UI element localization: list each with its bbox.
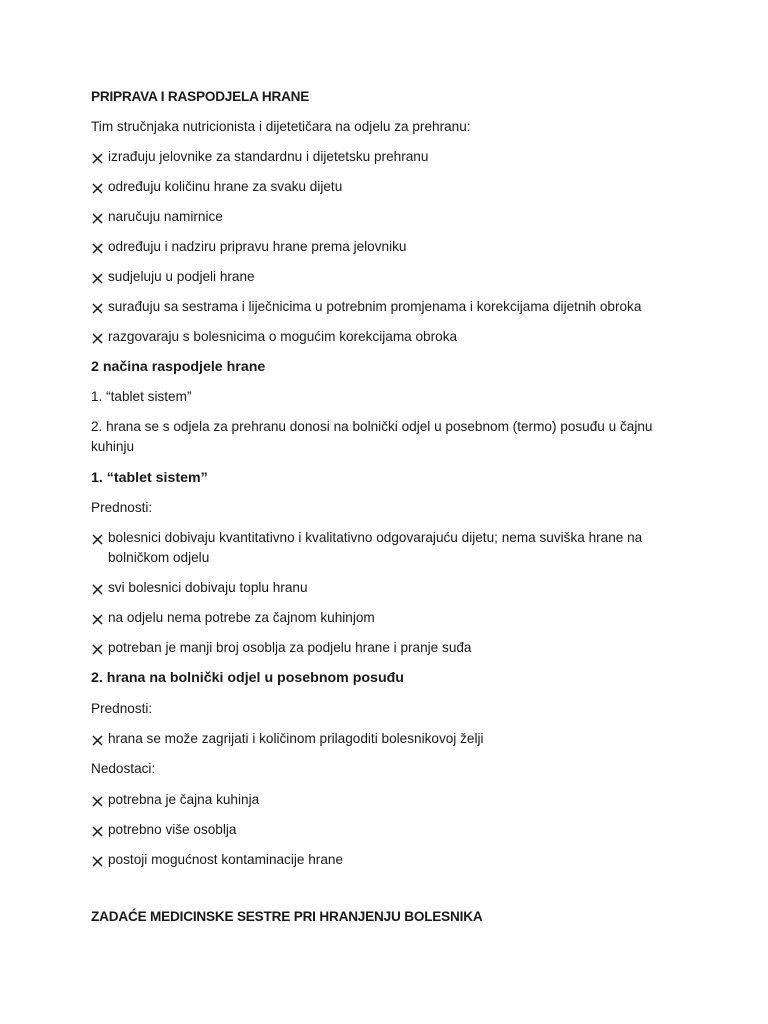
list-item-text: sudjeluju u podjeli hrane xyxy=(108,269,255,284)
list-item xyxy=(91,528,691,568)
tablet-heading: 1. “tablet sistem” xyxy=(91,470,208,486)
x-mark-icon xyxy=(91,638,104,658)
list-item-text: hrana se može zagrijati i količinom prilagoditi bolesnikovoj želji xyxy=(108,731,484,746)
list-item-text: bolesnici dobivaju kvantitativno i kvalitativno odgovarajuću dijetu; nema suviška hrane na bolničkom odjelu xyxy=(108,530,643,565)
list-item-text: određuju količinu hrane za svaku dijetu xyxy=(108,179,343,194)
dish-heading: 2. hrana na bolnički odjel u posebnom posuđu xyxy=(91,670,404,686)
document-title: PRIPRAVA I RASPODJELA HRANE xyxy=(91,89,310,104)
list-item xyxy=(91,327,457,347)
list-item-text: svi bolesnici dobivaju toplu hranu xyxy=(108,580,308,595)
list-item xyxy=(91,729,484,749)
dish-disadvantages-label: Nedostaci: xyxy=(91,761,156,776)
list-item xyxy=(91,820,236,840)
dish-advantages-label: Prednosti: xyxy=(91,701,153,716)
x-mark-icon xyxy=(91,578,104,598)
x-mark-icon xyxy=(91,850,104,870)
intro-text: Tim stručnjaka nutricionista i dijetetičara na odjelu za prehranu: xyxy=(91,119,471,134)
list-item-text: naručuju namirnice xyxy=(108,209,223,224)
list-item-text: određuju i nadziru pripravu hrane prema jelovniku xyxy=(108,239,407,254)
list-item-text: potrebna je čajna kuhinja xyxy=(108,792,260,807)
list-item xyxy=(91,578,308,598)
x-mark-icon xyxy=(91,820,104,840)
list-item xyxy=(91,147,428,167)
tablet-advantages-label: Prednosti: xyxy=(91,500,153,515)
list-item-text: postoji mogućnost kontaminacije hrane xyxy=(108,852,344,867)
x-mark-icon xyxy=(91,147,104,167)
x-mark-icon xyxy=(91,237,104,257)
method-item: 1. “tablet sistem” xyxy=(91,389,192,404)
list-item-text: surađuju sa sestrama i liječnicima u potrebnim promjenama i korekcijama dijetnih obroka xyxy=(108,299,642,314)
list-item-text: potreban je manji broj osoblja za podjelu hrane i pranje suđa xyxy=(108,640,472,655)
list-item xyxy=(91,608,375,628)
x-mark-icon xyxy=(91,729,104,749)
x-mark-icon xyxy=(91,267,104,287)
x-mark-icon xyxy=(91,327,104,347)
x-mark-icon xyxy=(91,297,104,317)
list-item xyxy=(91,267,255,287)
list-item-text: razgovaraju s bolesnicima o mogućim korekcijama obroka xyxy=(108,329,458,344)
list-item xyxy=(91,207,223,227)
list-item xyxy=(91,790,259,810)
x-mark-icon xyxy=(91,790,104,810)
list-item-text: izrađuju jelovnike za standardnu i dijetetsku prehranu xyxy=(108,149,429,164)
x-mark-icon xyxy=(91,528,104,548)
list-item-text: na odjelu nema potrebe za čajnom kuhinjom xyxy=(108,610,375,625)
list-item-text: potrebno više osoblja xyxy=(108,822,237,837)
list-item xyxy=(91,638,472,658)
list-item xyxy=(91,850,343,870)
list-item xyxy=(91,237,406,257)
list-item xyxy=(91,297,641,317)
x-mark-icon xyxy=(91,608,104,628)
next-section-title: ZADAĆE MEDICINSKE SESTRE PRI HRANJENJU BOLESNIKA xyxy=(91,909,483,924)
method-item: 2. hrana se s odjela za prehranu donosi na bolnički odjel u posebnom (termo) posuđu u čajnu kuhinju xyxy=(91,419,653,454)
x-mark-icon xyxy=(91,177,104,197)
methods-heading: 2 načina raspodjele hrane xyxy=(91,359,266,375)
x-mark-icon xyxy=(91,207,104,227)
list-item xyxy=(91,177,342,197)
